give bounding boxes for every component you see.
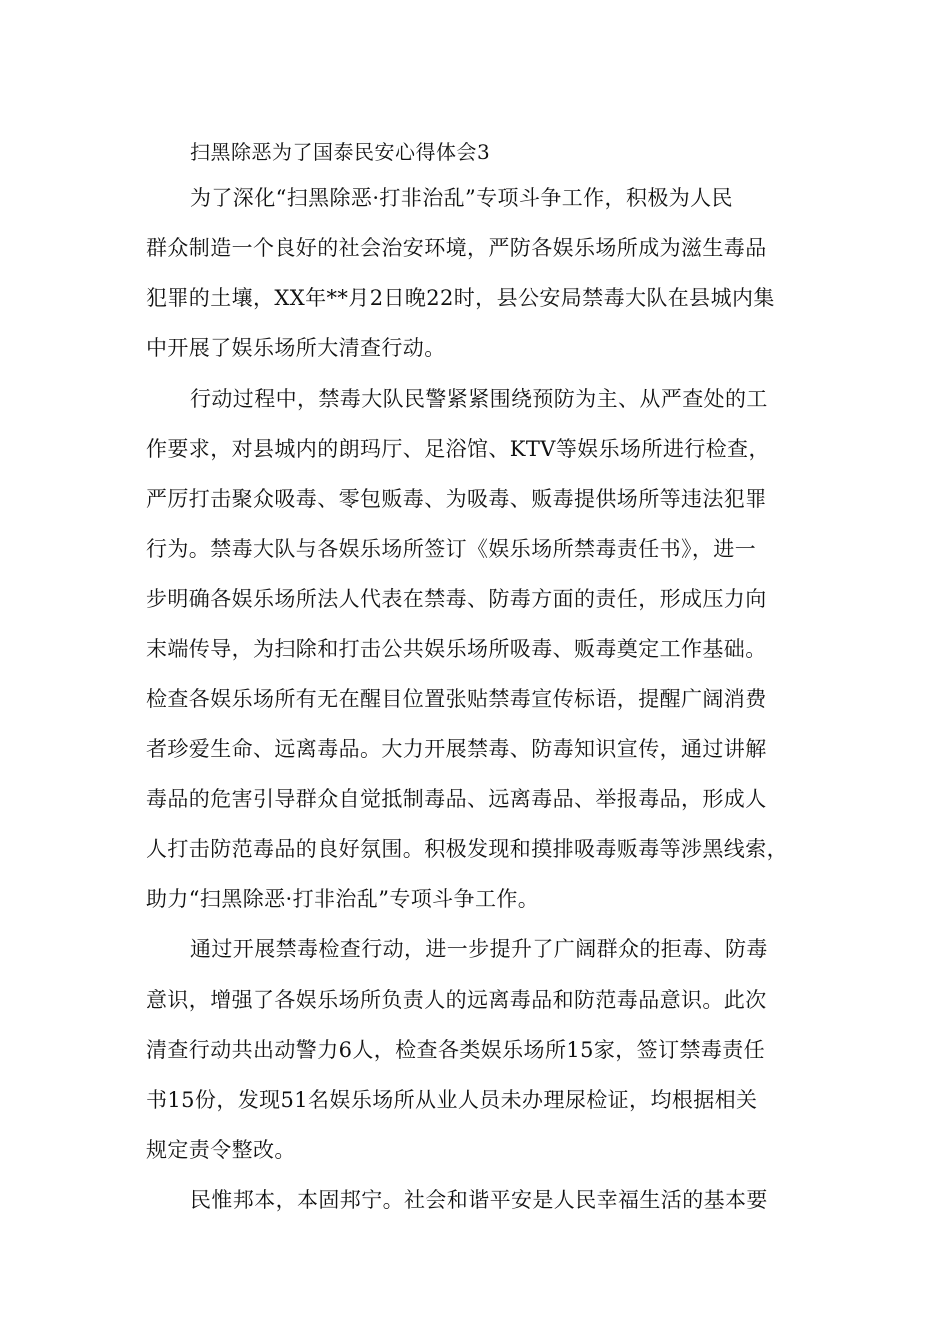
paragraph-3-line-3: 清查行动共出动警力6人，检查各类娱乐场所15家，签订禁毒责任 — [146, 1038, 766, 1062]
paragraph-2-line-1: 行动过程中，禁毒大队民警紧紧围绕预防为主、从严查处的工 — [190, 387, 768, 411]
paragraph-1-line-3: 犯罪的土壤，XX年**月2日晚22时，县公安局禁毒大队在县城内集 — [146, 286, 775, 310]
paragraph-2-line-5: 步明确各娱乐场所法人代表在禁毒、防毒方面的责任，形成压力向 — [146, 587, 767, 611]
paragraph-1-line-2: 群众制造一个良好的社会治安环境，严防各娱乐场所成为滋生毒品 — [146, 236, 767, 260]
paragraph-2-line-6: 末端传导，为扫除和打击公共娱乐场所吸毒、贩毒奠定工作基础。 — [146, 637, 767, 661]
paragraph-2-line-4: 行为。禁毒大队与各娱乐场所签订《娱乐场所禁毒责任书》，进一 — [146, 537, 757, 561]
paragraph-2-line-7: 检查各娱乐场所有无在醒目位置张贴禁毒宣传标语，提醒广阔消费 — [146, 687, 767, 711]
paragraph-3-line-2: 意识，增强了各娱乐场所负责人的远离毒品和防范毒品意识。此次 — [146, 988, 767, 1012]
paragraph-4-line-1: 民惟邦本，本固邦宁。社会和谐平安是人民幸福生活的基本要 — [190, 1188, 768, 1212]
paragraph-3-line-5: 规定责令整改。 — [146, 1138, 296, 1162]
paragraph-2-line-2: 作要求，对县城内的朗玛厅、足浴馆、KTV等娱乐场所进行检查， — [146, 437, 770, 461]
paragraph-2-line-11: 助力“扫黑除恶·打非治乱”专项斗争工作。 — [146, 887, 540, 911]
paragraph-2-line-3: 严厉打击聚众吸毒、零包贩毒、为吸毒、贩毒提供场所等违法犯罪 — [146, 487, 767, 511]
paragraph-2-line-8: 者珍爱生命、远离毒品。大力开展禁毒、防毒知识宣传，通过讲解 — [146, 737, 767, 761]
paragraph-2-line-10: 人打击防范毒品的良好氛围。积极发现和摸排吸毒贩毒等涉黑线索， — [146, 837, 788, 861]
document-title: 扫黑除恶为了国泰民安心得体会3 — [190, 140, 491, 164]
paragraph-2-line-9: 毒品的危害引导群众自觉抵制毒品、远离毒品、举报毒品，形成人 — [146, 787, 767, 811]
paragraph-1-line-1: 为了深化“扫黑除恶·打非治乱”专项斗争工作，积极为人民 — [190, 186, 733, 210]
paragraph-1-line-4: 中开展了娱乐场所大清查行动。 — [146, 336, 446, 360]
paragraph-3-line-1: 通过开展禁毒检查行动，进一步提升了广阔群众的拒毒、防毒 — [190, 937, 768, 961]
paragraph-3-line-4: 书15份，发现51名娱乐场所从业人员未办理尿检证，均根据相关 — [146, 1088, 758, 1112]
